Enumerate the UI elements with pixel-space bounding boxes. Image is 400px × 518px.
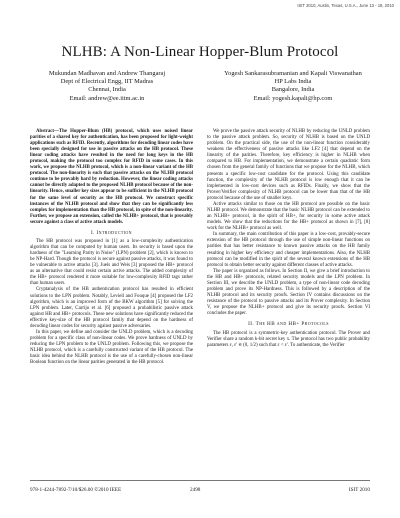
body-paragraph: In this paper, we define and consider the UNLD problem, which is a decoding problem for a specific class of non-linear codes. We prove hardness of UNLD by reducing the LPN problem to the UNLD problem. Following this, we propose the NLHB protocol, which is a carefully constructed variant of the HB protocol. The basic idea behind the NLHB protocol is the use of a carefully-chosen non-linear Boolean function on the linear parities generated in the HB protocol. — [30, 330, 193, 366]
body-paragraph: The paper is organized as follows. In Section II, we give a brief introduction to the HB and HB+ protocols, related security models and the LPN problem. In Section III, we describe the UNLD problem, a type of non-linear code decoding problem and prove its NP-Hardness. This is followed by a description of the NLHB protocol and its security proofs. Section IV contains discussions on the resistance of the protocol to passive attacks and its Prover complexity. In Section V, we propose the NLHB+ protocol and give its security proofs. Section VI concludes the paper. — [207, 268, 370, 317]
body-paragraph: In summary, the main contribution of this paper is a low-cost, provably-secure extension of the HB protocol through the use of simple non-linear functions on parities that has better resistance to known passive attacks on the HB family resulting in higher key efficiency and cheaper implementations. Also, the NLHB protocol can be modified in the spirit of the several known extensions of the HB protocol to obtain better security against different classes of active attacks. — [207, 232, 370, 268]
left-column — [30, 129, 193, 366]
author-names: Yogesh Sankarasubramanian and Kapali Viswanathan — [224, 70, 362, 77]
body-paragraph: The HB protocol was proposed in [1] as a low-complexity authentication algorithm that can be computed by human users. Its security is based upon the hardness of the "Learning Parity in Noise" (LPN) problem [2], which is known to be NP-Hard. Though the protocol is secure against passive attacks, it was found to be vulnerable to active attacks [3]. Juels and Weis [3] proposed the HB+ protocol as an alternative that could resist certain active attacks. The added complexity of the HB+ protocol rendered it more suitable for low-complexity RFID tags rather than human users. — [30, 238, 193, 287]
section-heading-introduction: I. Introduction — [91, 229, 132, 236]
body-paragraph: We prove the passive attack security of NLHB by reducing the UNLD problem to the passive attack problem. So, security of NLHB is based on the UNLD problem. On the practical side, the use of the non-linear function considerably weakens the effectiveness of passive attacks like LF2 [4] that depend on the linearity of the parities. Therefore, key efficiency is higher in NLHB when compared to HB. For implementation, we demonstrate a certain quadratic form chosen from the general family of functions that we propose for the NLHB, which presents a specific low-cost candidate for the protocol. Using this candidate function, the complexity of the NLHB protocol is low enough that it can be implemented in low-cost devices such as RFIDs. Finally, we show that the Prover/Verifier complexity of NLHB protocol can be lower than that of the HB protocol because of the use of smaller keys. — [207, 129, 370, 201]
footer-divider — [30, 480, 370, 481]
author-location: Bangalore, India — [271, 86, 315, 94]
author-email[interactable]: Email: yogesh.kapali@hp.com — [253, 94, 333, 102]
body-paragraph: Cryptanalysis of the HB authentication protocol has resulted in efficient solutions to the LPN problem. Notably, Levieil and Fouque [4] proposed the LF2 algorithm, which is an improved form of the BKW algorithm [5] for solving the LPN problem. Later, Carrijo et al. [6] proposed a probabilistic passive attack against HB and HB+ protocols. These new solutions have significantly reduced the effective key-size of the HB protocol family that depend on the hardness of decoding linear codes for security against passive adversaries. — [30, 287, 193, 329]
author-email[interactable]: Email: andrew@ee.iitm.ac.in — [69, 94, 145, 102]
author-group-1 — [14, 70, 200, 103]
body-paragraph: Active attacks similar to those on the HB protocol are possible on the basic NLHB protocol. We demonstrate that the basic NLHB protocol can be extended to an NLHB+ protocol, in the spirit of HB+, for security in some active attack models. We show that the reductions for the HB+ protocol as shown in [7], [8] work for the NLHB+ protocol as well. — [207, 201, 370, 232]
paper-title: NLHB: A Non-Linear Hopper-Blum Protocol — [61, 44, 339, 60]
author-affiliation: Dept of Electrical Engg, IIT Madras — [60, 78, 154, 86]
abstract: Abstract—The Hopper-Blum (HB) protocol, which uses noised linear parities of a shared key for authentication, has been proposed for light-weight applications such as RFID. Recently, algorithms for decoding linear codes have been specially designed for use in passive attacks on the HB protocol. These linear coding attacks have resulted in the need for long keys in the HB protocol, making the protocol too complex for RFID in some cases. In this work, we propose the NLHB protocol, which is a non-linear variant of the HB protocol. The non-linearity is such that passive attacks on the NLHB protocol continue to be provably hard by reduction. However, the linear coding attacks cannot be directly adapted to the proposed NLHB protocol because of the non-linearity. Hence, smaller key sizes appear to be sufficient in the NLHB protocol for the same level of security as the HB protocol. We construct specific instances of the NLHB protocol and show that they can be significantly less complex for implementation than the HB protocol, in spite of the non-linearity. Further, we propose an extension, called the NLHB+ protocol, that is provably secure against a class of active attack models. — [30, 129, 193, 225]
right-column — [207, 129, 370, 366]
section-heading-hb-protocols: II. The HB and HB+ Protocols — [248, 321, 329, 328]
author-group-2 — [200, 70, 386, 103]
author-affiliation: HP Labs India — [274, 78, 312, 86]
footer-conference: ISIT 2010 — [348, 487, 370, 493]
footer-isbn: 978-1-4244-7892-7/10/$26.00 ©2010 IEEE — [30, 487, 122, 493]
body-paragraph: The HB protocol is a symmetric-key authentication protocol. The Prover and Verifier share a random k-bit secret key x. The protocol has two public probability parameters ε, ε' ∈ (0, 1/2) such that ε < ε'. To authenticate, the Verifier — [207, 330, 370, 348]
author-names: Mukundan Madhavan and Andrew Thangaraj — [48, 70, 166, 77]
author-location: Chennai, India — [88, 86, 126, 94]
author-block — [14, 70, 386, 103]
two-column-body — [30, 129, 370, 366]
conference-header: ISIT 2010, Austin, Texas, U.S.A., June 13 - 18, 2010 — [297, 3, 394, 8]
page-number: 2498 — [190, 487, 201, 493]
